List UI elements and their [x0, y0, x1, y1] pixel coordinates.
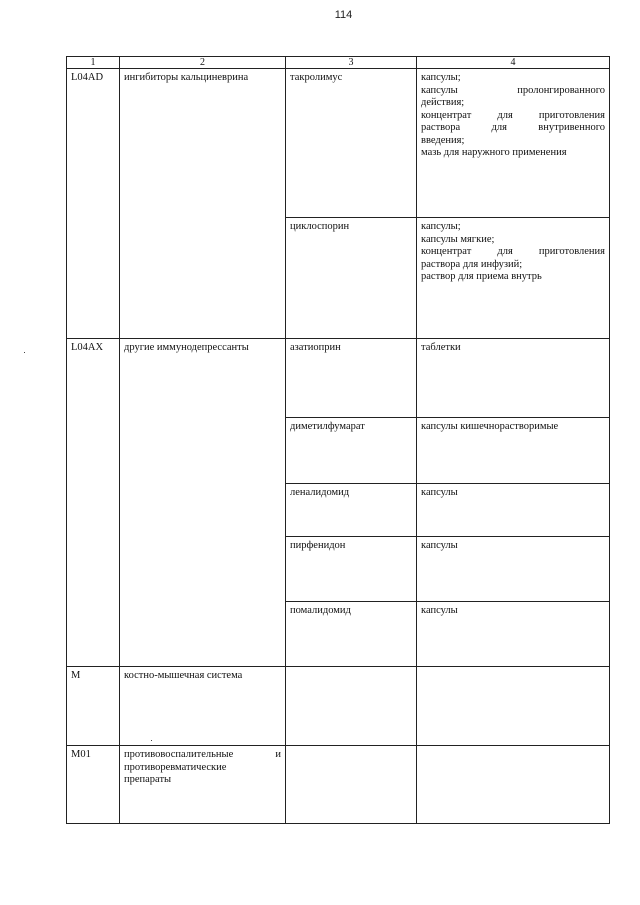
table-row: [67, 746, 610, 824]
dosage-form-cell: [417, 537, 610, 602]
atc-code-cell: [67, 339, 120, 667]
dosage-form-line: раствор для приема внутрь: [421, 271, 542, 282]
table-row: [67, 667, 610, 746]
drug-name: циклоспорин: [290, 221, 350, 232]
drug-name: помалидомид: [290, 605, 351, 616]
dosage-form-cell: [417, 339, 610, 418]
dosage-form-line: раствора для инфузий;: [421, 258, 523, 270]
scan-mark: [24, 352, 25, 353]
drug-name: такролимус: [290, 72, 343, 83]
column-header: 1: [67, 57, 120, 69]
dosage-form-line: капсулы;: [421, 72, 461, 83]
dosage-form-cell: [417, 746, 610, 824]
dosage-form-line: капсулы мягкие;: [421, 233, 495, 245]
column-header: 4: [417, 57, 610, 69]
dosage-forms: [417, 69, 609, 160]
dosage-form-line: действия;: [421, 97, 465, 108]
dosage-form-line: капсулы кишечнорастворимые: [421, 421, 559, 432]
dosage-form-line: капсулы пролонгированного: [421, 84, 605, 96]
group-name-cell: [120, 339, 286, 667]
dosage-form-line: капсулы: [421, 487, 458, 498]
dosage-form-line: концентрат для приготовления: [421, 246, 605, 257]
atc-code-cell: [67, 746, 120, 824]
drug-name: азатиоприн: [290, 342, 341, 353]
drug-name: леналидомид: [290, 487, 350, 498]
drug-name: диметилфумарат: [290, 421, 365, 432]
dosage-form-cell: [417, 602, 610, 667]
atc-code: L04AD: [71, 72, 104, 83]
dosage-form-line: капсулы: [421, 540, 458, 551]
atc-code: L04AX: [71, 342, 104, 353]
drug-name-cell: [286, 667, 417, 746]
table-row: [67, 339, 610, 418]
group-name-cell: [120, 667, 286, 746]
header-row: [67, 57, 610, 69]
dosage-form-cell: [417, 484, 610, 537]
dosage-form-cell: [417, 418, 610, 484]
group-name-line: препараты: [124, 774, 172, 785]
page-number: 114: [334, 9, 353, 21]
dosage-form-cell: [417, 667, 610, 746]
group-name: [120, 339, 285, 355]
group-name-cell: [120, 746, 286, 824]
drug-name-cell: [286, 537, 417, 602]
drug-name-cell: [286, 602, 417, 667]
atc-code-cell: [67, 69, 120, 339]
drug-name-cell: [286, 418, 417, 484]
dosage-form-line: концентрат для приготовления: [421, 109, 605, 121]
group-name-line: другие иммунодепрессанты: [124, 342, 249, 353]
group-name: [120, 667, 285, 683]
drug-name-cell: [286, 69, 417, 218]
dosage-form-line: мазь для наружного применения: [421, 147, 567, 158]
drug-name-cell: [286, 746, 417, 824]
dosage-form-cell: [417, 218, 610, 339]
drug-table: [66, 56, 610, 824]
drug-name-cell: [286, 484, 417, 537]
dosage-form-line: таблетки: [421, 342, 461, 353]
table-row: [67, 69, 610, 218]
dosage-form-cell: [417, 69, 610, 218]
group-name-cell: [120, 69, 286, 339]
dosage-form-line: капсулы: [421, 605, 458, 616]
atc-code: M: [71, 670, 81, 681]
group-name-line: противоревматические: [124, 761, 227, 773]
atc-code-cell: [67, 667, 120, 746]
dosage-forms: [417, 218, 609, 284]
drug-name: пирфенидон: [290, 540, 346, 551]
group-name-line: ингибиторы кальциневрина: [124, 72, 249, 83]
dosage-form-line: раствора для внутривенного: [421, 122, 605, 133]
atc-code: M01: [71, 749, 91, 760]
group-name-line: противовоспалительные и: [124, 749, 281, 760]
column-header: 2: [120, 57, 286, 69]
dosage-form-line: введения;: [421, 134, 465, 146]
drug-name-cell: [286, 218, 417, 339]
group-name: [120, 69, 285, 85]
group-name-line: костно-мышечная система: [124, 670, 243, 681]
column-header: 3: [286, 57, 417, 69]
group-name: [120, 746, 285, 787]
drug-name-cell: [286, 339, 417, 418]
dosage-form-line: капсулы;: [421, 221, 461, 232]
